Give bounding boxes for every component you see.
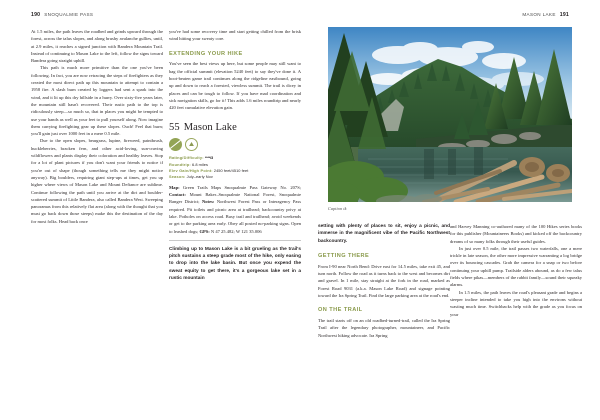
paragraph: Due to the open slopes, beargrass, lupine, fireweed, paintbrush, huckleberries, bracken fern, and other acid-loving, sun-craving wildflowers and plants display their coloration and healthy leaves. Stop for a lot of plant pictures if you don't want your friends to notice if you're out of shape (though something tells me they might notice anyway). Big boulders, requiring giant step-ups at times, get you up higher where views of Mason Lake and Mount Defiance are sublime. Continue following the path until you arrive at the dirt and boulder-scattered summit of Little Bandera, also called Bandera West. Sweeping panoramas from this relatively flat area (along with the thought that you must go back down those steeps) make this the destination of the day for most folks. Head back once [31, 138, 163, 224]
paragraph: This path is much more primitive than the one you've been following. In fact, you are now retracing the steps of firefighters as they created the most direct path up this mountain to attempt to contain a 1958 fire. A slash burn created by loggers had sent a spark into the wind, and it lit up this dry hillside in a hurry. Over sixty-five years later, the mountain still hasn't recovered. Their rustic path to the top is ridiculously steep—so much so, that in places you might be tempted to use your hands as well as your feet to pull yourself along. Now imagine them carrying firefighting gear up these slopes. Ouch! Feel that burn; you'll gain just over 1000 feet in a mere 0.5 mile. [31, 65, 163, 137]
paragraph: From I-90 near North Bend: Drive east for 14.5 miles, take exit 45, and turn north. Follow the road as it turns back to the west and becomes dirt and gravel. In 1 mile, stay straight at the fork in the road, marked as Forest Road 9031 (a.k.a. Mason Lake Road) and signage pointing toward the Ira Spring Trail. Find the large parking area at the road's end. [318, 263, 450, 298]
text-column-3 [318, 223, 450, 339]
hike-title [169, 122, 301, 134]
hike-notes-label-notes: Notes: [202, 199, 215, 205]
hike-notes-label-contact: Contact: [169, 192, 186, 198]
section-heading-getting-there: GETTING THERE [318, 252, 370, 259]
paragraph: In 1.5 miles, the path leaves the road's pleasant grade and begins a steeper incline intended to take you high into the environs without wasting much time. Switchbacks help with the grade as you focus on your [450, 289, 582, 317]
hike-notes-block [169, 184, 301, 235]
hike-info-list [169, 155, 301, 180]
paragraph: In just over 0.5 mile, the trail passes two waterfalls, one a mere trickle in late season, the other more impressive warranting a log bridge over its bouncing cascades. Grab the camera for a snap or two before continuing your uphill pump. Trailside alders abound, as do a few talus fields where pikas—members of the rabbit family—sound their squeaky alarms. [450, 245, 582, 288]
hike-info-value: ****/3 [204, 155, 213, 161]
section-heading-on-the-trail: ON THE TRAIL [318, 307, 363, 314]
mason-lake-photo [328, 27, 572, 202]
divider-rule [169, 240, 301, 241]
folio-left: 190 [31, 12, 41, 18]
hike-info-label: Elev Gain/High Point: [169, 167, 213, 173]
hike-notes-text-notes: Northwest Forest Pass or Interagency Pass required. Pit toilets and picnic area at trailhead; backcountry privy at lake. Potholes on access road. Busy trail and trailhead; avoid weekends or get to the parking area early. Obey all posted no-parking signs. Open to leashed dogs; [169, 199, 301, 234]
hike-info-label: Rating/Difficulty: [169, 155, 204, 161]
hike-icon-row [169, 138, 301, 151]
hike-notes-label-map: Map: [169, 184, 180, 190]
hike-info-value: July–early Nov [186, 174, 213, 180]
running-head-left-title: SNOQUALMIE PASS [44, 12, 94, 17]
text-column-4 [450, 223, 582, 318]
hike-name: Mason Lake [183, 122, 237, 134]
text-column-2 [169, 28, 301, 282]
figure-mason-lake [328, 27, 572, 211]
folio-right: 191 [559, 12, 569, 18]
leaf-badge-icon [169, 138, 182, 151]
hike-notes-text-map: Green Trails Maps Snoqualmie Pass Gateway No. 207S; [179, 184, 301, 190]
paragraph: you've had some recovery time and start getting chilled from the brisk wind hitting your sweaty core. [169, 29, 301, 42]
running-head-left [31, 12, 93, 18]
paragraph: and Harvey Manning co-authored many of the 100 Hikes series books for this publisher (Mountaineers Books) and kicked off the backcountry dreams of so many folks through their useful guides. [450, 224, 582, 244]
hiker-badge-glyph: ⛰ [188, 141, 195, 148]
hike-entry-header [169, 122, 301, 282]
hike-info-value: 6.8 miles [191, 161, 209, 167]
hike-notes-text-contact: Mount Baker–Snoqualmie National Forest, Snoqualmie Ranger District; [169, 192, 301, 205]
hike-lede-paragraph: Climbing up to Mason Lake is a bit grueling as the trail's pitch sustains a steep grade most of the hike, only easing to drop into the lake basin. But once you expend the sweat equity to get there, it's a gorgeous lake set in a rustic mountain [169, 246, 301, 282]
figure-caption: Caption tk [328, 206, 347, 211]
photo-artwork [328, 27, 572, 202]
hiker-badge-icon [185, 138, 198, 151]
hike-info-label: Season: [169, 174, 186, 180]
hike-number: 55 [169, 122, 180, 134]
running-head-right-title: MASON LAKE [522, 12, 556, 17]
hike-info-label: Roundtrip: [169, 161, 191, 167]
paragraph: The trail starts off on an old roadbed-turned-trail, called the Ira Spring Trail after the legendary photographer, mountaineer, and Pacific Northwest hiking advocate. Ira Spring [318, 317, 450, 338]
hike-notes-text-gps: N 47 25.482; W 121 35.006 [209, 228, 262, 234]
hike-info-row-season [169, 174, 301, 180]
section-heading-extending-your-hike: EXTENDING YOUR HIKE [169, 50, 243, 57]
running-head-right [522, 12, 569, 18]
paragraph: You've seen the best views up here, but some people may still want to bag the official summit (elevation 5240 feet) to say they've done it. A boot-beaten game trail continues along the ridgeline eastbound, going up and down to reach a forested, viewless summit. The trail is dicey in places and can be tough to follow. If you have mad coordination and sick navigation skills, go for it! This adds 1.6 miles roundtrip and nearly 420 feet cumulative elevation gain. [169, 61, 301, 111]
hike-lede-continuation: setting with plenty of places to sit, enjoy a picnic, and immerse in the magnificent vibe of the Pacific Northwest backcountry. [318, 224, 450, 244]
hike-notes-label-gps: GPS: [199, 228, 210, 234]
text-column-1 [31, 28, 163, 225]
hike-info-value: 2450 feet/4510 feet [213, 167, 249, 173]
paragraph: At 1.5 miles, the path leaves the roadbed and grinds upward through the forest, across the talus slopes, and along brushy avalanche gullies, until, at 2.9 miles, it reaches a signed junction with Bandera Mountain Trail. Instead of continuing to Mason Lake to the left, follow the signs toward Bandera going straight uphill. [31, 29, 163, 64]
